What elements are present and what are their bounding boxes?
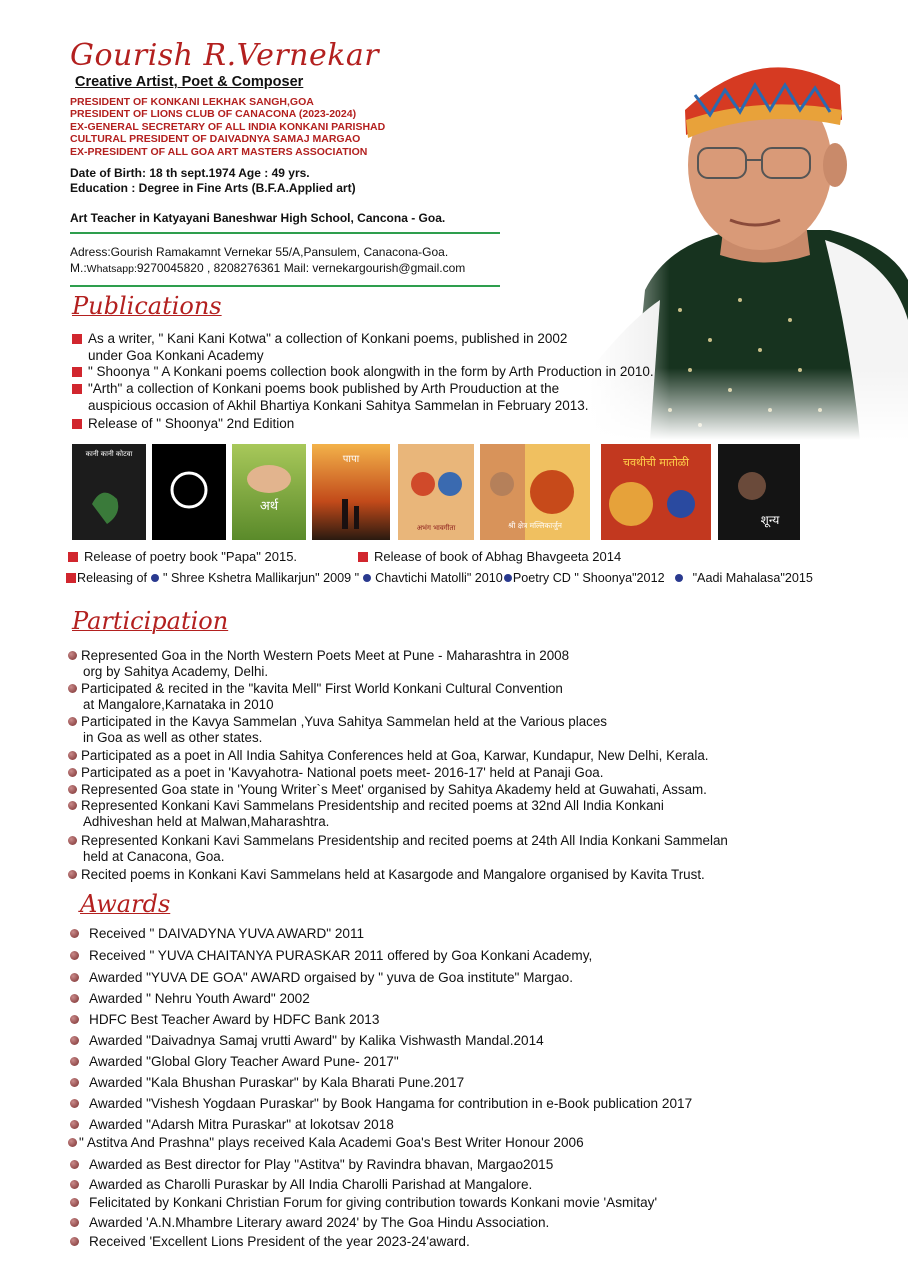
publication-text: Release of " Shoonya" 2nd Edition: [88, 416, 295, 431]
release-text: Release of book of Abhag Bhavgeeta 2014: [374, 549, 622, 564]
contact-block: [70, 244, 465, 277]
round-bullet-icon: [68, 785, 77, 794]
award-item: [70, 1075, 464, 1090]
award-item: [70, 1215, 549, 1230]
award-item: [70, 948, 592, 963]
book-title: चवथीची मातोळी: [622, 456, 690, 469]
release-papa: [68, 549, 297, 564]
award-item: [70, 1096, 692, 1111]
participation-text: Participated as a poet in All India Sahitya Conferences held at Goa, Karwar, Kundapur, New Delhi, Kerala.: [81, 748, 709, 763]
round-bullet-icon: [70, 929, 79, 938]
round-bullet-icon: [68, 684, 77, 693]
participation-text: Participated as a poet in 'Kavyahotra- National poets meet- 2016-17' held at Panaji Goa.: [81, 765, 604, 780]
participation-item: [68, 681, 563, 713]
round-bullet-icon: [70, 1198, 79, 1207]
positions-list: [70, 96, 385, 158]
round-bullet-icon: [70, 994, 79, 1003]
award-text: Received " DAIVADYNA YUVA AWARD" 2011: [89, 926, 365, 941]
blue-dot-icon: [151, 574, 159, 582]
contact-line: [70, 260, 465, 277]
award-item: [70, 1033, 544, 1048]
round-bullet-icon: [70, 1036, 79, 1045]
position-line: EX-GENERAL SECRETARY OF ALL INDIA KONKANI PARISHAD: [70, 120, 386, 133]
blue-dot-icon: [675, 574, 683, 582]
award-text: Awarded " Nehru Youth Award" 2002: [89, 991, 310, 1006]
square-bullet-icon: [66, 573, 76, 583]
participation-text: Participated & recited in the "kavita Mell" First World Konkani Cultural Convention: [81, 681, 563, 696]
award-text: Awarded "Vishesh Yogdaan Puraskar" by Book Hangama for contribution in e-Book publication 2017: [89, 1096, 693, 1111]
divider: [70, 232, 500, 234]
award-text: Felicitated by Konkani Christian Forum for giving contribution towards Konkani movie 'Asmitay': [89, 1195, 658, 1210]
book-title: शून्य: [760, 513, 780, 527]
position-line: PRESIDENT OF LIONS CLUB OF CANACONA (2023-2024): [70, 108, 357, 121]
participation-item: [68, 648, 569, 680]
education: Education : Degree in Fine Arts (B.F.A.Applied art): [70, 181, 356, 195]
award-text: " Astitva And Prashna" plays received Kala Academi Goa's Best Writer Honour 2006: [79, 1135, 584, 1150]
round-bullet-icon: [68, 870, 77, 879]
participation-item: [68, 748, 709, 764]
release-text: Poetry CD " Shoonya"2012: [512, 571, 665, 585]
round-bullet-icon: [70, 1218, 79, 1227]
award-text: Awarded as Charolli Puraskar by All India Charolli Parishad at Mangalore.: [89, 1177, 533, 1192]
square-bullet-icon: [72, 334, 82, 344]
round-bullet-icon: [70, 1160, 79, 1169]
publication-item: [72, 331, 567, 364]
participation-item: [68, 714, 607, 746]
award-text: Awarded as Best director for Play "Astitva" by Ravindra bhavan, Margao2015: [89, 1157, 554, 1172]
round-bullet-icon: [68, 751, 77, 760]
award-item: [70, 1195, 657, 1210]
release-text: "Aadi Mahalasa"2015: [692, 571, 813, 585]
round-bullet-icon: [68, 1138, 77, 1147]
participation-item: [68, 833, 728, 865]
personal-details: [70, 166, 356, 196]
award-item: [70, 1012, 379, 1027]
round-bullet-icon: [70, 1099, 79, 1108]
round-bullet-icon: [70, 1237, 79, 1246]
publication-text: "Arth" a collection of Konkani poems book published by Arth Prouduction at the: [88, 381, 560, 396]
contact-prefix: M.:: [70, 261, 87, 275]
award-text: Awarded "Adarsh Mitra Puraskar" at lokotsav 2018: [89, 1117, 394, 1132]
book-title: कानी कानी कोटवा: [85, 450, 133, 458]
release-text: Chavtichi Matolli" 2010: [375, 571, 503, 585]
book-cover: [480, 444, 590, 540]
participation-text: Represented Goa state in 'Young Writer`s Meet' organised by Sahitya Akademy held at Guwahati, Assam.: [81, 782, 707, 797]
square-bullet-icon: [72, 419, 82, 429]
participation-text: Participated in the Kavya Sammelan ,Yuva Sahitya Sammelan held at the Various places: [81, 714, 607, 729]
participation-item: [68, 765, 603, 781]
participation-text: held at Canacona, Goa.: [83, 849, 225, 864]
publications-heading: Publications: [72, 292, 222, 320]
award-item: [68, 1135, 584, 1150]
book-cover: [72, 444, 146, 540]
book-cover: [232, 444, 306, 540]
date-of-birth: Date of Birth: 18 th sept.1974 Age : 49 yrs.: [70, 166, 310, 180]
blue-dot-icon: [363, 574, 371, 582]
award-text: Awarded "Global Glory Teacher Award Pune- 2017": [89, 1054, 399, 1069]
award-item: [70, 970, 573, 985]
blue-dot-icon: [504, 574, 512, 582]
award-item: [70, 1054, 399, 1069]
address: Adress:Gourish Ramakamnt Vernekar 55/A,Pansulem, Canacona-Goa.: [70, 245, 449, 259]
book-title: अभंग भावगीता: [416, 524, 456, 532]
whatsapp-label: Whatsapp:: [86, 263, 137, 275]
round-bullet-icon: [70, 951, 79, 960]
publication-text: " Shoonya " A Konkani poems collection book alongwith in the form by Arth Production in 2010.: [88, 364, 654, 379]
book-title: अर्थ: [259, 499, 279, 514]
participation-text: Recited poems in Konkani Kavi Sammelans held at Kasargode and Mangalore organised by Kavita Trust.: [81, 867, 705, 882]
book-cover: [398, 444, 474, 540]
round-bullet-icon: [68, 836, 77, 845]
teacher-line: Art Teacher in Katyayani Baneshwar High School, Cancona - Goa.: [70, 211, 446, 225]
position-line: CULTURAL PRESIDENT OF DAIVADNYA SAMAJ MARGAO: [70, 133, 361, 146]
square-bullet-icon: [72, 384, 82, 394]
award-text: Received 'Excellent Lions President of the year 2023-24'award.: [89, 1234, 470, 1249]
award-item: [70, 1234, 470, 1249]
participation-text: at Mangalore,Karnataka in 2010: [83, 697, 274, 712]
release-abhag: [358, 549, 621, 564]
award-text: Awarded "Kala Bhushan Puraskar" by Kala Bharati Pune.2017: [89, 1075, 465, 1090]
book-cover: [152, 444, 226, 540]
round-bullet-icon: [68, 651, 77, 660]
book-cover: [601, 444, 711, 540]
release-text: " Shree Kshetra Mallikarjun" 2009 ": [163, 571, 360, 585]
round-bullet-icon: [70, 1180, 79, 1189]
round-bullet-icon: [68, 768, 77, 777]
publication-text: auspicious occasion of Akhil Bhartiya Konkani Sahitya Sammelan in February 2013.: [88, 397, 589, 413]
round-bullet-icon: [70, 1120, 79, 1129]
award-item: [70, 926, 364, 941]
participation-item: [68, 798, 664, 830]
person-subtitle: Creative Artist, Poet & Composer: [75, 74, 304, 90]
award-text: Awarded 'A.N.Mhambre Literary award 2024' by The Goa Hindu Association.: [89, 1215, 550, 1230]
square-bullet-icon: [72, 367, 82, 377]
participation-heading: Participation: [72, 607, 229, 635]
release-text: Release of poetry book "Papa" 2015.: [84, 549, 298, 564]
award-item: [70, 1117, 394, 1132]
award-text: Received " YUVA CHAITANYA PURASKAR 2011 offered by Goa Konkani Academy,: [89, 948, 593, 963]
book-title: श्री क्षेत्र मल्लिकार्जुन: [508, 521, 562, 530]
awards-heading: Awards: [80, 890, 171, 918]
publication-item: [72, 416, 294, 433]
award-text: HDFC Best Teacher Award by HDFC Bank 2013: [89, 1012, 380, 1027]
position-line: PRESIDENT OF KONKANI LEKHAK SANGH,GOA: [70, 96, 314, 108]
award-item: [70, 991, 310, 1006]
participation-text: in Goa as well as other states.: [83, 730, 263, 745]
participation-text: org by Sahitya Academy, Delhi.: [83, 664, 269, 679]
award-text: Awarded "Daivadnya Samaj vrutti Award" by Kalika Vishwasth Mandal.2014: [89, 1033, 544, 1048]
round-bullet-icon: [70, 1078, 79, 1087]
participation-text: Represented Konkani Kavi Sammelans Presidentship and recited poems at 32nd All India Konkani: [81, 798, 664, 813]
round-bullet-icon: [70, 1015, 79, 1024]
round-bullet-icon: [68, 717, 77, 726]
award-item: [70, 1157, 553, 1172]
contact-details: 9270045820 , 8208276361 Mail: vernekargourish@gmail.com: [136, 261, 466, 275]
square-bullet-icon: [358, 552, 368, 562]
participation-item: [68, 867, 705, 883]
round-bullet-icon: [68, 801, 77, 810]
releasing-line: [66, 571, 813, 585]
participation-text: Adhiveshan held at Malwan,Maharashtra.: [83, 814, 330, 829]
publication-text: under Goa Konkani Academy: [88, 347, 264, 363]
participation-text: Represented Konkani Kavi Sammelans Presidentship and recited poems at 24th All India Konkani Sammelan: [81, 833, 728, 848]
participation-text: Represented Goa in the North Western Poets Meet at Pune - Maharashtra in 2008: [81, 648, 570, 663]
book-cover: [312, 444, 390, 540]
award-item: [70, 1177, 532, 1192]
award-text: Awarded "YUVA DE GOA" AWARD orgaised by " yuva de Goa institute" Margao.: [89, 970, 573, 985]
round-bullet-icon: [70, 1057, 79, 1066]
position-line: EX-PRESIDENT OF ALL GOA ART MASTERS ASSOCIATION: [70, 145, 368, 158]
square-bullet-icon: [68, 552, 78, 562]
divider: [70, 285, 500, 287]
round-bullet-icon: [70, 973, 79, 982]
participation-item: [68, 782, 707, 798]
publication-item: [72, 381, 589, 414]
release-text: Releasing of: [77, 571, 148, 585]
publication-item: [72, 364, 654, 381]
book-title: पापा: [342, 454, 360, 465]
publication-text: As a writer, " Kani Kani Kotwa" a collection of Konkani poems, published in 2002: [88, 331, 568, 346]
book-cover: [718, 444, 800, 540]
person-name: Gourish R.Vernekar: [70, 38, 380, 73]
